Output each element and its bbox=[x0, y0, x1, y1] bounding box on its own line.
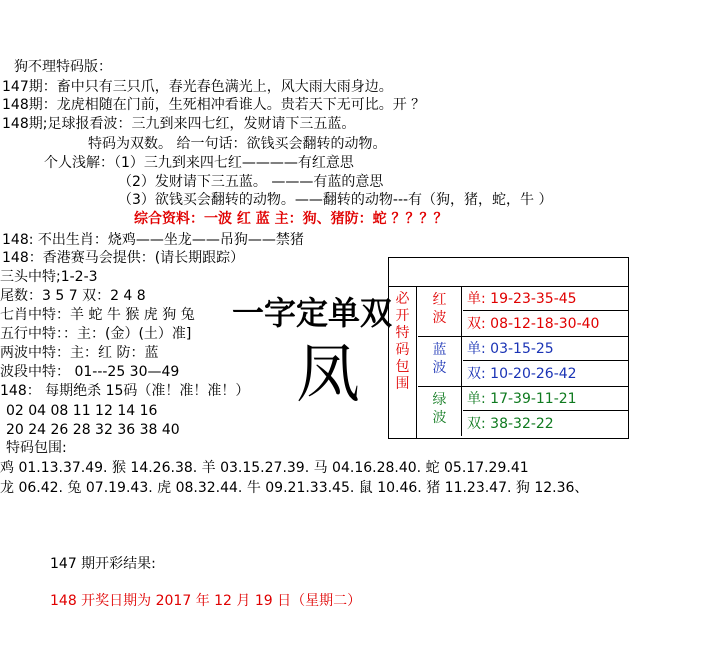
line-kill: 148： 每期绝杀 15码（准！准！准！） bbox=[0, 383, 250, 399]
line-wave-section: 波段中特： 01---25 30—49 bbox=[0, 364, 180, 380]
line-personal: 个人浅解：（1）三九到来四七红————有红意思 bbox=[44, 155, 354, 171]
brush-character: 凤 bbox=[296, 338, 360, 412]
line-tail: 尾数：3 5 7 双：2 4 8 bbox=[0, 288, 146, 304]
line-nums-2: 20 24 26 28 32 36 38 40 bbox=[6, 422, 180, 438]
line-personal-3: （3）欲钱买会翻转的动物。——翻转的动物---有（狗，猪，蛇，牛 ） bbox=[118, 192, 553, 208]
red-wave-name: 红 波 bbox=[418, 287, 462, 336]
red-wave-group bbox=[418, 287, 628, 337]
green-even-row: 双: 38-32-22 bbox=[467, 416, 554, 432]
panel-header bbox=[389, 258, 628, 287]
line-head: 三头中特;1-2-3 bbox=[0, 269, 98, 285]
page-title: 狗不理特码版： bbox=[14, 59, 112, 75]
line-no-show: 148: 不出生肖：烧鸡——坐龙——吊狗——禁猪 bbox=[2, 232, 304, 248]
line-result: 147 期开彩结果: bbox=[50, 556, 156, 572]
red-odd-row: 单: 19-23-35-45 bbox=[463, 287, 628, 311]
slogan: 一字定单双 bbox=[232, 294, 393, 332]
line-seven: 七肖中特：羊 蛇 牛 猴 虎 狗 兔 bbox=[0, 307, 195, 323]
line-pack: 特码包围: bbox=[6, 440, 67, 456]
line-zodiac-2: 龙 06.42. 兔 07.19.43. 虎 08.32.44. 牛 09.21.33.45. 鼠 10.46. 猪 11.23.47. 狗 12.36、 bbox=[0, 480, 589, 496]
line-wave2: 两波中特：主：红 防：蓝 bbox=[0, 345, 159, 361]
blue-even-row: 双: 10-20-26-42 bbox=[467, 366, 577, 382]
line-148-a: 148期：龙虎相随在门前，生死相冲看谁人。贵若天下无可比。开 ？ bbox=[2, 97, 426, 113]
line-zodiac-1: 鸡 01.13.37.49. 猴 14.26.38. 羊 03.15.27.39. 马 04.16.28.40. 蛇 05.17.29.41 bbox=[0, 460, 529, 476]
line-special: 特码为双数。 给一句话：欲钱买会翻转的动物。 bbox=[88, 136, 387, 152]
blue-wave-name: 蓝 波 bbox=[418, 337, 462, 386]
blue-odd-row: 单: 03-15-25 bbox=[463, 337, 628, 361]
line-five: 五行中特：：主：(金）(土）准] bbox=[0, 326, 192, 342]
line-summary: 综合资料：一波 红 蓝 主：狗、猪防：蛇 ？？？？ bbox=[134, 211, 448, 227]
line-hk: 148：香港赛马会提供：(请长期跟踪） bbox=[2, 250, 245, 266]
blue-wave-group bbox=[418, 337, 628, 387]
line-personal-2: （2）发财请下三五蓝。 ———有蓝的意思 bbox=[118, 174, 384, 190]
green-wave-group bbox=[418, 387, 628, 436]
green-odd-row: 单: 17-39-11-21 bbox=[463, 387, 628, 411]
green-wave-name: 绿 波 bbox=[418, 387, 462, 436]
line-147: 147期：畜中只有三只爪，春光春色满光上，风大雨大雨身边。 bbox=[2, 79, 393, 95]
line-nums-1: 02 04 08 11 12 14 16 bbox=[6, 403, 158, 419]
red-even-row: 双: 08-12-18-30-40 bbox=[467, 316, 600, 332]
forecast-panel bbox=[388, 257, 629, 439]
panel-vertical-label: 必 开 特 码 包 围 bbox=[389, 287, 417, 438]
line-148-b: 148期;足球报看波：三九到来四七红，发财请下三五蓝。 bbox=[2, 116, 356, 132]
line-date: 148 开奖日期为 2017 年 12 月 19 日（星期二） bbox=[50, 593, 362, 609]
